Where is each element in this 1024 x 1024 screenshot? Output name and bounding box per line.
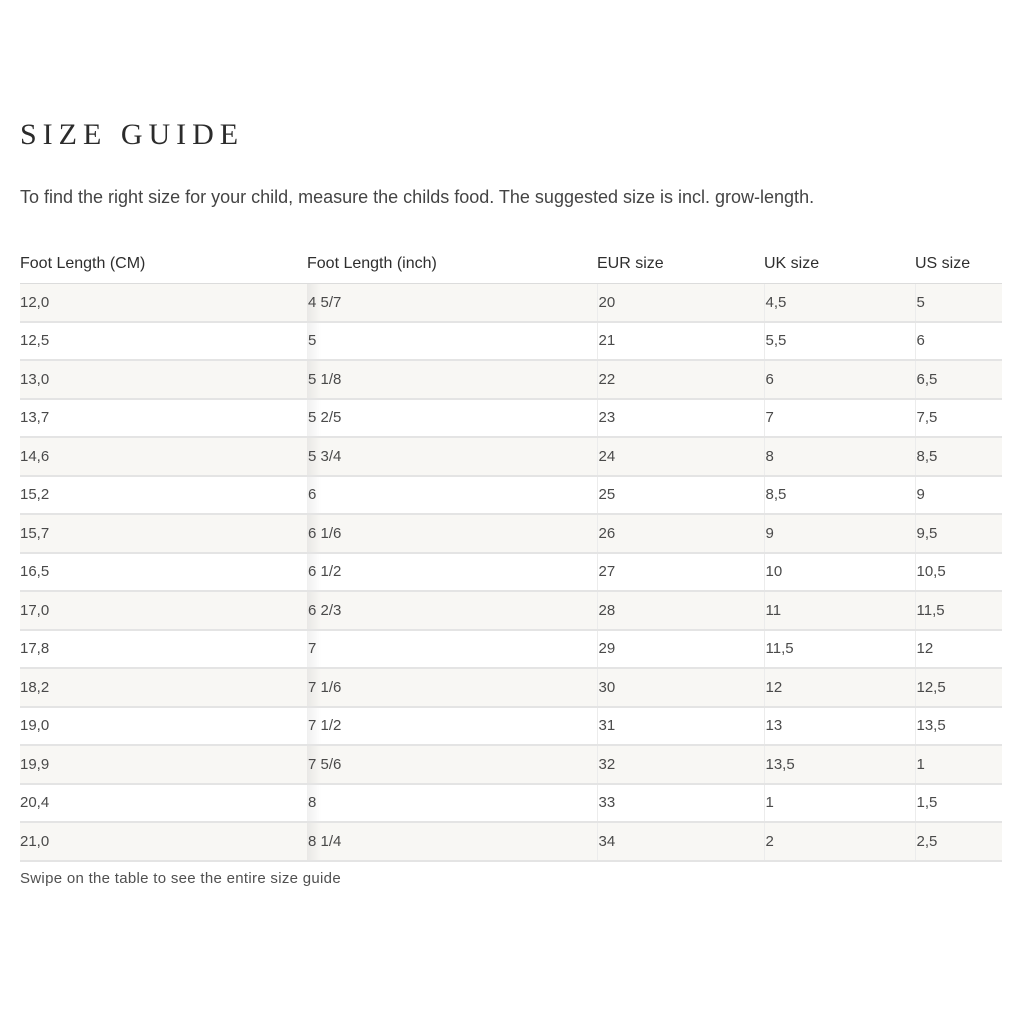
cell-eur: 30: [597, 668, 764, 707]
cell-us: 6: [915, 322, 1002, 361]
cell-eur: 22: [597, 360, 764, 399]
table-row: [20, 322, 1002, 361]
table-header-row: [20, 244, 1002, 284]
cell-eur: 23: [597, 399, 764, 438]
cell-inch: 8 1/4: [307, 822, 597, 861]
cell-us: 1: [915, 745, 1002, 784]
cell-cm: 19,0: [20, 707, 307, 746]
table-row: [20, 360, 1002, 399]
cell-cm: 16,5: [20, 553, 307, 592]
header-eur-size: EUR size: [597, 244, 764, 284]
cell-eur: 21: [597, 322, 764, 361]
table-row: [20, 668, 1002, 707]
table-row: [20, 784, 1002, 823]
cell-inch: 6 2/3: [307, 591, 597, 630]
cell-us: 12: [915, 630, 1002, 669]
cell-us: 10,5: [915, 553, 1002, 592]
cell-cm: 14,6: [20, 437, 307, 476]
cell-cm: 13,7: [20, 399, 307, 438]
cell-cm: 21,0: [20, 822, 307, 861]
table-row: [20, 822, 1002, 861]
cell-eur: 20: [597, 284, 764, 322]
cell-uk: 7: [764, 399, 915, 438]
cell-eur: 25: [597, 476, 764, 515]
cell-eur: 31: [597, 707, 764, 746]
cell-cm: 19,9: [20, 745, 307, 784]
cell-us: 11,5: [915, 591, 1002, 630]
cell-us: 12,5: [915, 668, 1002, 707]
cell-cm: 17,0: [20, 591, 307, 630]
table-row: [20, 284, 1002, 322]
cell-cm: 12,0: [20, 284, 307, 322]
cell-us: 6,5: [915, 360, 1002, 399]
cell-uk: 1: [764, 784, 915, 823]
cell-uk: 6: [764, 360, 915, 399]
table-row: [20, 476, 1002, 515]
cell-uk: 11: [764, 591, 915, 630]
cell-inch: 8: [307, 784, 597, 823]
intro-text: To find the right size for your child, measure the childs food. The suggested size is incl. grow-length.: [20, 187, 815, 207]
cell-uk: 5,5: [764, 322, 915, 361]
cell-inch: 5 2/5: [307, 399, 597, 438]
cell-uk: 8,5: [764, 476, 915, 515]
cell-cm: 15,7: [20, 514, 307, 553]
page-title: SIZE GUIDE: [20, 118, 245, 151]
cell-us: 9,5: [915, 514, 1002, 553]
cell-us: 1,5: [915, 784, 1002, 823]
header-foot-length-cm: Foot Length (CM): [20, 244, 307, 284]
cell-cm: 18,2: [20, 668, 307, 707]
size-table-scroll-area[interactable]: [20, 244, 1002, 862]
cell-uk: 11,5: [764, 630, 915, 669]
table-row: [20, 745, 1002, 784]
cell-eur: 29: [597, 630, 764, 669]
table-row: [20, 514, 1002, 553]
header-foot-length-inch: Foot Length (inch): [307, 244, 597, 284]
cell-cm: 12,5: [20, 322, 307, 361]
cell-uk: 13: [764, 707, 915, 746]
cell-cm: 17,8: [20, 630, 307, 669]
table-row: [20, 630, 1002, 669]
cell-inch: 5 1/8: [307, 360, 597, 399]
cell-uk: 9: [764, 514, 915, 553]
cell-cm: 15,2: [20, 476, 307, 515]
cell-eur: 34: [597, 822, 764, 861]
cell-inch: 6: [307, 476, 597, 515]
cell-inch: 6 1/2: [307, 553, 597, 592]
cell-cm: 13,0: [20, 360, 307, 399]
cell-inch: 6 1/6: [307, 514, 597, 553]
cell-eur: 26: [597, 514, 764, 553]
cell-uk: 2: [764, 822, 915, 861]
swipe-hint-text: Swipe on the table to see the entire size guide: [20, 870, 341, 887]
cell-eur: 27: [597, 553, 764, 592]
cell-inch: 4 5/7: [307, 284, 597, 322]
cell-us: 5: [915, 284, 1002, 322]
cell-us: 2,5: [915, 822, 1002, 861]
cell-eur: 32: [597, 745, 764, 784]
cell-uk: 10: [764, 553, 915, 592]
cell-eur: 33: [597, 784, 764, 823]
cell-eur: 24: [597, 437, 764, 476]
size-guide-table: [20, 244, 1002, 862]
cell-uk: 13,5: [764, 745, 915, 784]
cell-inch: 7: [307, 630, 597, 669]
cell-uk: 4,5: [764, 284, 915, 322]
header-us-size: US size: [915, 244, 1002, 284]
table-row: [20, 707, 1002, 746]
header-uk-size: UK size: [764, 244, 915, 284]
table-row: [20, 437, 1002, 476]
table-row: [20, 553, 1002, 592]
cell-us: 9: [915, 476, 1002, 515]
cell-us: 7,5: [915, 399, 1002, 438]
cell-inch: 7 5/6: [307, 745, 597, 784]
cell-us: 8,5: [915, 437, 1002, 476]
cell-cm: 20,4: [20, 784, 307, 823]
cell-inch: 7 1/2: [307, 707, 597, 746]
cell-inch: 7 1/6: [307, 668, 597, 707]
table-row: [20, 399, 1002, 438]
cell-uk: 8: [764, 437, 915, 476]
cell-us: 13,5: [915, 707, 1002, 746]
cell-inch: 5: [307, 322, 597, 361]
table-body: [20, 284, 1002, 861]
cell-uk: 12: [764, 668, 915, 707]
table-row: [20, 591, 1002, 630]
cell-eur: 28: [597, 591, 764, 630]
cell-inch: 5 3/4: [307, 437, 597, 476]
